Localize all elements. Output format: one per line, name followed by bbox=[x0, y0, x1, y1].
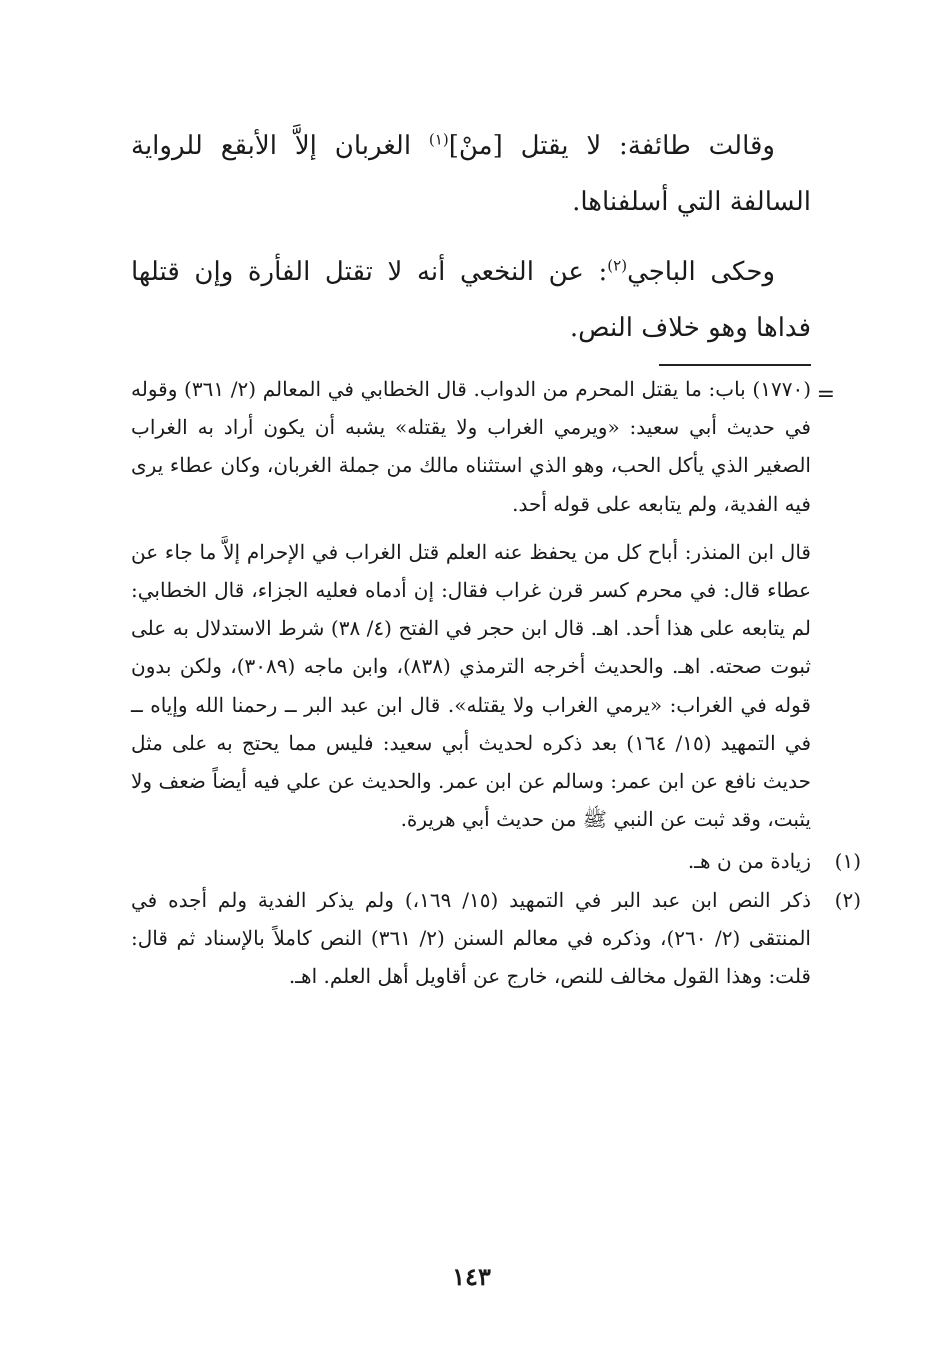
page-number: ١٤٣ bbox=[452, 1262, 491, 1291]
main-paragraph-2 bbox=[131, 244, 811, 356]
footnote-continued-paragraph-1: (١٧٧٠) باب: ما يقتل المحرم من الدواب. قال الخطابي في المعالم (٢/ ٣٦١) وقوله في حديث أبي سعيد: «ويرمي الغراب ولا يقتله» يشبه أن يكون أراد به الغراب الصغير الذي يأكل الحب، وهو الذي استثناه مالك من جملة الغربان، وكان عطاء يرى فيه الفدية، ولم يتابعه على قوله أحد. bbox=[131, 377, 811, 516]
main-paragraph-1 bbox=[131, 118, 811, 230]
footnote-number-1: (١) bbox=[834, 849, 861, 874]
footnotes-section bbox=[131, 370, 861, 995]
footnote-continued-paragraph-2: قال ابن المنذر: أباح كل من يحفظ عنه العلم قتل الغراب في الإحرام إلاَّ ما جاء عن عطاء قال: في محرم كسر قرن غراب فقال: إن أدماه فعليه الجزاء، قال الخطابي: لم يتابعه على هذا أحد. اهـ. قال ابن حجر في الفتح (٤/ ٣٨) شرط الاستدلال به على ثبوت صحته. اهـ. والحديث أخرجه الترمذي (٨٣٨)، وابن ماجه (٣٠٨٩)، ولكن بدون قوله في الغراب: «يرمي الغراب ولا يقتله». قال ابن عبد البر ــ رحمنا الله وإياه ــ في التمهيد (١٥/ ١٦٤) بعد ذكره لحديث أبي سعيد: فليس مما يحتج به على مثل حديث نافع عن ابن عمر: وسالم عن ابن عمر. والحديث عن علي فيه أيضاً ضعف ولا يثبت، وقد ثبت عن النبي ﷺ من حديث أبي هريرة. bbox=[131, 539, 812, 832]
main-paragraph-2-end: : عن النخعي أنه لا تقتل الفأرة وإن قتلها فداها وهو خلاف النص. bbox=[131, 257, 811, 343]
footnote-separator bbox=[659, 364, 811, 366]
main-paragraph-1-end: الغربان إلاَّ الأبقع للرواية السالفة التي أسلفناها. bbox=[131, 131, 811, 217]
footnote-number-2: (٢) bbox=[834, 887, 861, 912]
footnote-reference-1: (١) bbox=[428, 130, 449, 149]
footnote-item-2 bbox=[131, 881, 861, 996]
main-text bbox=[131, 118, 811, 356]
main-paragraph-1-start: وقالت طائفة: لا يقتل [منْ] bbox=[448, 131, 775, 161]
footnote-continuation-mark: = bbox=[816, 382, 835, 407]
footnote-reference-2: (٢) bbox=[607, 256, 628, 275]
footnote-item-1 bbox=[131, 842, 861, 880]
main-paragraph-2-start: وحكى الباجي bbox=[627, 257, 776, 287]
footnote-text-1: زيادة من ن هـ. bbox=[687, 849, 811, 874]
footnote-text-2: ذكر النص ابن عبد البر في التمهيد (١٥/ ١٦٩،) ولم يذكر الفدية ولم أجده في المنتقى (٢/ ٢٦٠)، وذكره في معالم السنن (٢/ ٣٦١) النص كاملاً بالإسناد ثم قال: قلت: وهذا القول مخالف للنص، خارج عن أقاويل أهل العلم. اهـ. bbox=[131, 887, 811, 989]
